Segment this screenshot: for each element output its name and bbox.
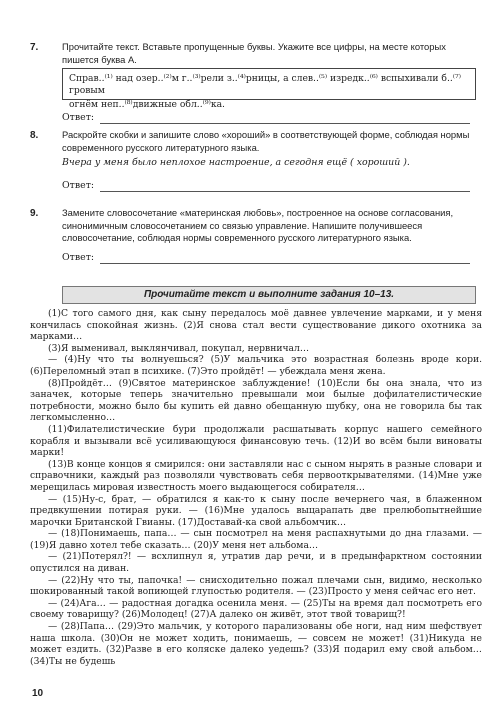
task-7-box-line-2: огнём неп..⁽⁸⁾движные обл..⁽⁹⁾ка.: [69, 99, 225, 110]
task-8-instruction: Раскройте скобки и запишите слово «хороший» в соответствующей форме, соблюдая нормы современного русского литературного языка.: [62, 129, 470, 153]
story-paragraph: — (28)Папа… (29)Это мальчик, у которого парализованы обе ноги, над ним шефствует наша школа. (30)Он не может ходить, понимаешь, — совсем не может! (31)Никуда не может ездить. (32)Разве в его коляске далеко уедешь? (33)Я подарил ему свой альбом… (34)Ты не будешь: [30, 621, 482, 667]
reading-text: [30, 308, 482, 667]
story-paragraph: — (24)Ага… — радостная догадка осенила меня. — (25)Ты на время дал посмотреть его своему товарищу? (26)Молодец! (27)А далеко он живёт, этот твой товарищ?!: [30, 597, 482, 621]
task-9-answer-label: Ответ:: [62, 252, 95, 263]
story-paragraph: — (21)Потерял?! — всхлипнул я, утратив дар речи, и в предынфарктном состоянии опустился на диван.: [30, 551, 482, 575]
task-9-answer-line[interactable]: [100, 252, 470, 264]
task-7-text-box: [62, 68, 476, 110]
task-8-answer-label: Ответ:: [62, 180, 95, 191]
story-paragraph: (3)Я выменивал, выклянчивал, покупал, нервничал…: [48, 342, 310, 354]
story-paragraph: — (18)Понимаешь, папа… — сын посмотрел на меня распахнутыми до дна глазами. — (19)Я давно хотел тебе сказать… (20)У меня нет альбома…: [30, 528, 482, 551]
story-paragraph: — (4)Ну что ты волнуешься? (5)У мальчика это возрастная болезнь вроде кори. (6)Переломный этап в психике. (7)Это пройдёт! — убеждала меня жена.: [30, 354, 482, 377]
story-paragraph: (11)Филателистические бури продолжали расшатывать корпус нашего семейного корабля и вызывали всё усиливающуюся финансовую течь. (12)И во всём были виноваты марки!: [30, 423, 482, 459]
task-8-example: Вчера у меня было неплохое настроение, а сегодня ещё ( хороший ).: [62, 157, 410, 168]
story-paragraph: (1)С того самого дня, как сыну передалось моё давнее увлечение марками, и у меня кончилась спокойная жизнь. (2)Я снова стал вести существование дикого охотника за марками…: [30, 308, 482, 343]
task-7-box-line-1: Справ..⁽¹⁾ над озер..⁽²⁾м г..⁽³⁾рели з..⁽⁴⁾рницы, а слев..⁽⁵⁾ изредк..⁽⁶⁾ вспыхивали б..⁽⁷⁾гровым: [69, 73, 461, 96]
task-9-answer: [62, 252, 474, 264]
task-7-answer-line[interactable]: [100, 112, 470, 124]
task-8-answer: [62, 180, 474, 192]
task-9-number: 9.: [30, 208, 39, 219]
task-7-answer: [62, 112, 474, 124]
page-number: 10: [32, 688, 44, 699]
task-8-answer-line[interactable]: [100, 180, 470, 192]
task-7-number: 7.: [30, 42, 39, 53]
task-7-answer-label: Ответ:: [62, 112, 95, 123]
task-7-instruction: Прочитайте текст. Вставьте пропущенные буквы. Укажите все цифры, на месте которых пишется буква А.: [62, 41, 446, 65]
story-paragraph: (13)В конце концов я смирился: они заставляли нас с сыном нырять в разные словари и справочники, каждый раз позволяли чувствовать себя первооткрывателями. (14)Мне уже мерещилась мировая известность моего выдающегося собирателя…: [30, 458, 482, 493]
story-paragraph: (8)Пройдёт… (9)Святое материнское заблуждение! (10)Если бы она знала, что из заначек, которые теперь значительно превышали мои былые дофилателистические потребности, можно было бы купить ей давно обещанную шубку, она не говорила бы так легкомысленно…: [30, 377, 482, 424]
section-banner: Прочитайте текст и выполните задания 10–13.: [62, 286, 476, 304]
story-paragraph: — (15)Ну-с, брат, — обратился я как-то к сыну после вечернего чая, в блаженном предвкушении потирая руки. — (16)Мне удалось выцарапать две прелюбопытнейшие марочки Британской Гвианы. (17)Доставай-ка свой альбомчик…: [30, 493, 482, 528]
task-9-instruction: Замените словосочетание «материнская любовь», построенное на основе согласования, синонимичным словосочетанием со связью управление. Напишите получившееся словосочетание, соблюдая нормы современного русского литературного языка.: [62, 207, 454, 243]
story-paragraph: — (22)Ну что ты, папочка! — снисходительно пожал плечами сын, видимо, несколько шокированный такой вопиющей глупостью родителя. — (23)Просто у меня сейчас его нет.: [30, 574, 482, 598]
task-8-number: 8.: [30, 130, 39, 141]
